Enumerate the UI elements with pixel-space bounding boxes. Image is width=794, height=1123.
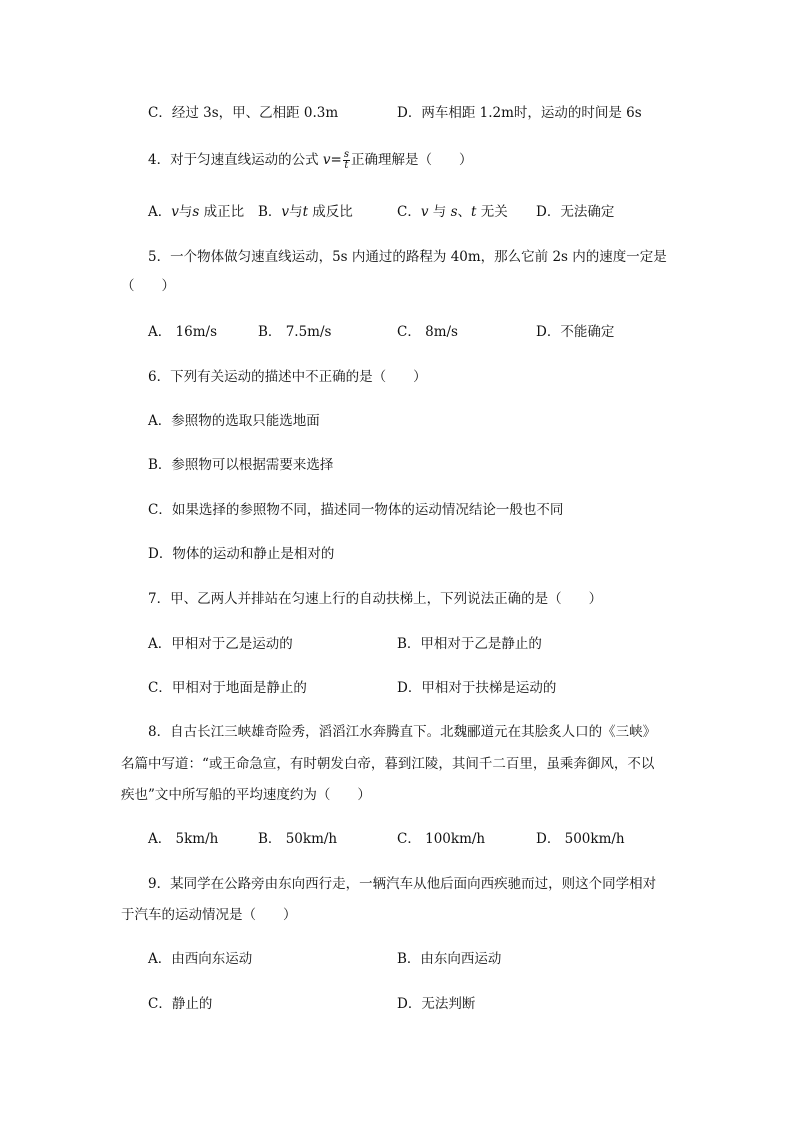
q4-frac-denominator: t <box>344 160 349 171</box>
q9-stem-line1: 9．某同学在公路旁由东向西行走，一辆汽车从他后面向西疾驰而过，则这个同学相对 <box>148 876 657 892</box>
q9-option-d[interactable]: D．无法判断 <box>397 996 476 1012</box>
q4-option-b-var-v: v <box>281 204 290 220</box>
q4-option-b-var-t: t <box>302 204 308 220</box>
q4-option-b-text: 成反比 <box>308 204 353 220</box>
q5-stem-line2: （ ） <box>121 278 175 294</box>
q4-option-a-mid: 与 <box>178 204 193 220</box>
q4-option-c-var-t: t <box>471 204 477 220</box>
q8-option-d[interactable]: D． 500km/h <box>536 831 625 847</box>
q4-option-a[interactable] <box>148 202 244 222</box>
q4-option-a-var-s: s <box>192 204 200 220</box>
q4-option-c-var-s: s <box>450 204 458 220</box>
q4-option-b-letter: B． <box>258 204 282 220</box>
q7-stem: 7．甲、乙两人并排站在匀速上行的自动扶梯上，下列说法正确的是（ ） <box>148 591 603 607</box>
q4-option-c-letter: C． <box>397 204 421 220</box>
q6-option-c[interactable]: C．如果选择的参照物不同，描述同一物体的运动情况结论一般也不同 <box>148 502 564 518</box>
q5-option-c[interactable]: C． 8m/s <box>397 324 458 340</box>
q8-stem-line1: 8．自古长江三峡雄奇险秀，滔滔江水奔腾直下。北魏郦道元在其脍炙人口的《三峡》 <box>148 724 657 740</box>
q5-option-d[interactable]: D．不能确定 <box>536 324 615 340</box>
q4-option-a-text: 成正比 <box>199 204 245 220</box>
q8-option-a[interactable]: A． 5km/h <box>148 831 219 847</box>
q4-option-a-var-v: v <box>171 204 179 220</box>
q4-option-c-text: 无关 <box>476 204 508 220</box>
q8-option-c[interactable]: C． 100km/h <box>397 831 486 847</box>
q6-stem: 6．下列有关运动的描述中不正确的是（ ） <box>148 369 427 385</box>
q4-option-d[interactable]: D．无法确定 <box>536 204 615 220</box>
q7-option-c[interactable]: C．甲相对于地面是静止的 <box>148 680 307 696</box>
q4-option-a-letter: A． <box>148 204 172 220</box>
q8-stem-line3: 疾也”文中所写船的平均速度约为（ ） <box>121 787 371 803</box>
q6-option-b[interactable]: B．参照物可以根据需要来选择 <box>148 457 334 473</box>
q7-option-b[interactable]: B．甲相对于乙是静止的 <box>397 636 542 652</box>
q9-stem-line2: 于汽车的运动情况是（ ） <box>121 907 297 923</box>
q4-option-c-sep: 、 <box>457 204 472 220</box>
q4-var-v: v <box>322 152 331 168</box>
q4-option-c-mid: 与 <box>428 204 451 220</box>
q5-stem-line1: 5．一个物体做匀速直线运动，5s 内通过的路程为 40m，那么它前 2s 内的速度一定是 <box>148 249 667 265</box>
q8-stem-line2: 名篇中写道：“或王命急宣，有时朝发白帝，暮到江陵，其间千二百里，虽乘奔御风，不以 <box>121 756 655 772</box>
q3-option-c[interactable]: C．经过 3s，甲、乙相距 0.3m <box>148 105 339 121</box>
q9-option-b[interactable]: B．由东向西运动 <box>397 951 502 967</box>
q8-option-b[interactable]: B． 50km/h <box>258 831 338 847</box>
q4-frac-numerator: s <box>343 149 349 160</box>
q4-stem-prefix: 4．对于匀速直线运动的公式 <box>148 152 323 168</box>
q5-option-a[interactable]: A． 16m/s <box>148 324 217 340</box>
q7-option-a[interactable]: A．甲相对于乙是运动的 <box>148 636 293 652</box>
q4-fraction <box>343 150 350 171</box>
q4-option-c[interactable] <box>397 202 508 222</box>
q4-option-b[interactable] <box>258 202 353 222</box>
q4-equals: = <box>330 152 342 168</box>
q3-option-d[interactable]: D．两车相距 1.2m时，运动的时间是 6s <box>397 105 642 121</box>
q4-stem <box>148 150 472 171</box>
q4-option-c-var-v: v <box>420 204 429 220</box>
q4-option-b-mid: 与 <box>289 204 303 220</box>
q6-option-a[interactable]: A．参照物的选取只能选地面 <box>148 413 320 429</box>
q9-option-a[interactable]: A．由西向东运动 <box>148 951 253 967</box>
q5-option-b[interactable]: B． 7.5m/s <box>258 324 332 340</box>
q9-option-c[interactable]: C．静止的 <box>148 996 213 1012</box>
q4-stem-suffix: 正确理解是（ ） <box>350 152 473 168</box>
q7-option-d[interactable]: D．甲相对于扶梯是运动的 <box>397 680 557 696</box>
q6-option-d[interactable]: D．物体的运动和静止是相对的 <box>148 546 335 562</box>
